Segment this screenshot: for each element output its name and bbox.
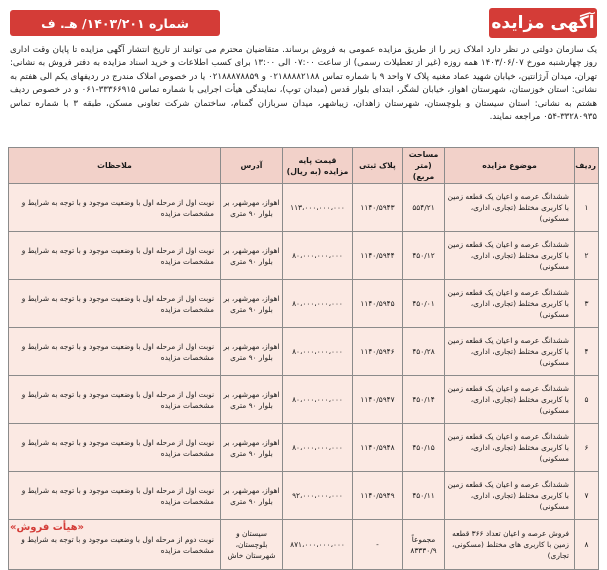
header-price: قیمت پایه مزایده (به ریال)	[283, 148, 353, 184]
cell-row-number: ۱	[575, 184, 599, 232]
table-row	[9, 424, 599, 472]
table-header-row	[9, 148, 599, 184]
cell-price: ۸۰،۰۰۰،۰۰۰،۰۰۰	[283, 328, 353, 376]
notice-title: آگهی مزایده	[489, 8, 597, 38]
auction-table	[8, 147, 599, 570]
cell-row-number: ۲	[575, 232, 599, 280]
cell-plate: ۱۱۴۰/۵۹۴۴	[353, 232, 403, 280]
cell-row-number: ۸	[575, 520, 599, 570]
cell-area: ۴۵۰/۱۵	[403, 424, 445, 472]
cell-price: ۸۰،۰۰۰،۰۰۰،۰۰۰	[283, 280, 353, 328]
cell-price: ۸۰،۰۰۰،۰۰۰،۰۰۰	[283, 376, 353, 424]
cell-price: ۹۲،۰۰۰،۰۰۰،۰۰۰	[283, 472, 353, 520]
cell-address: اهواز، مهرشهر، بر بلوار ۹۰ متری	[221, 184, 283, 232]
cell-row-number: ۳	[575, 280, 599, 328]
cell-plate: ۱۱۴۰/۵۹۴۵	[353, 280, 403, 328]
cell-plate: ۱۱۴۰/۵۹۴۹	[353, 472, 403, 520]
table-row	[9, 376, 599, 424]
cell-notes: نوبت دوم از مرحله اول با وضعیت موجود و با توجه به شرایط و مشخصات مزایده	[9, 520, 221, 570]
table-row	[9, 472, 599, 520]
sales-board-signature: «هیأت فروش»	[10, 522, 85, 533]
header-subject: موضوع مزایده	[445, 148, 575, 184]
cell-area: ۵۵۴/۲۱	[403, 184, 445, 232]
table-row	[9, 232, 599, 280]
cell-price: ۱۱۳،۰۰۰،۰۰۰،۰۰۰	[283, 184, 353, 232]
cell-notes: نوبت اول از مرحله اول با وضعیت موجود و با توجه به شرایط و مشخصات مزایده	[9, 424, 221, 472]
header-row-number: ردیف	[575, 148, 599, 184]
cell-price: ۸۰،۰۰۰،۰۰۰،۰۰۰	[283, 232, 353, 280]
cell-subject: ششدانگ عرصه و اعیان یک قطعه زمین با کاربری مختلط (تجاری، اداری، مسکونی)	[445, 472, 575, 520]
cell-subject: ششدانگ عرصه و اعیان یک قطعه زمین با کاربری مختلط (تجاری، اداری، مسکونی)	[445, 184, 575, 232]
table-row	[9, 184, 599, 232]
header-area: مساحت (متر مربع)	[403, 148, 445, 184]
header-notes: ملاحظات	[9, 148, 221, 184]
cell-price: ۸۷۱،۰۰۰،۰۰۰،۰۰۰	[283, 520, 353, 570]
cell-area: مجموعاً ۸۳۳۳۰/۹	[403, 520, 445, 570]
cell-subject: ششدانگ عرصه و اعیان یک قطعه زمین با کاربری مختلط (تجاری، اداری، مسکونی)	[445, 424, 575, 472]
cell-plate: ۱۱۴۰/۵۹۴۳	[353, 184, 403, 232]
header-plate: پلاک ثبتی	[353, 148, 403, 184]
cell-address: اهواز، مهرشهر، بر بلوار ۹۰ متری	[221, 280, 283, 328]
notice-number: شماره ۱۴۰۳/۲۰۱/ هـ. ف	[10, 10, 220, 36]
cell-row-number: ۴	[575, 328, 599, 376]
cell-address: اهواز، مهرشهر، بر بلوار ۹۰ متری	[221, 232, 283, 280]
cell-row-number: ۵	[575, 376, 599, 424]
cell-area: ۴۵۰/۱۱	[403, 472, 445, 520]
table-row	[9, 280, 599, 328]
cell-area: ۴۵۰/۱۴	[403, 376, 445, 424]
cell-subject: ششدانگ عرصه و اعیان یک قطعه زمین با کاربری مختلط (تجاری، اداری، مسکونی)	[445, 328, 575, 376]
cell-address: سیستان و بلوچستان، شهرستان خاش	[221, 520, 283, 570]
cell-subject: ششدانگ عرصه و اعیان یک قطعه زمین با کاربری مختلط (تجاری، اداری، مسکونی)	[445, 280, 575, 328]
cell-plate: ۱۱۴۰/۵۹۴۶	[353, 328, 403, 376]
cell-notes: نوبت اول از مرحله اول با وضعیت موجود و با توجه به شرایط و مشخصات مزایده	[9, 376, 221, 424]
cell-plate: ۱۱۴۰/۵۹۴۸	[353, 424, 403, 472]
cell-notes: نوبت اول از مرحله اول با وضعیت موجود و با توجه به شرایط و مشخصات مزایده	[9, 328, 221, 376]
cell-price: ۸۰،۰۰۰،۰۰۰،۰۰۰	[283, 424, 353, 472]
cell-notes: نوبت اول از مرحله اول با وضعیت موجود و با توجه به شرایط و مشخصات مزایده	[9, 232, 221, 280]
cell-area: ۴۵۰/۱۲	[403, 232, 445, 280]
cell-address: اهواز، مهرشهر، بر بلوار ۹۰ متری	[221, 376, 283, 424]
cell-plate: -	[353, 520, 403, 570]
cell-notes: نوبت اول از مرحله اول با وضعیت موجود و با توجه به شرایط و مشخصات مزایده	[9, 280, 221, 328]
table-row	[9, 328, 599, 376]
cell-plate: ۱۱۴۰/۵۹۴۷	[353, 376, 403, 424]
cell-address: اهواز، مهرشهر، بر بلوار ۹۰ متری	[221, 424, 283, 472]
header-address: آدرس	[221, 148, 283, 184]
cell-row-number: ۷	[575, 472, 599, 520]
cell-notes: نوبت اول از مرحله اول با وضعیت موجود و با توجه به شرایط و مشخصات مزایده	[9, 184, 221, 232]
notice-intro: یک سازمان دولتی در نظر دارد املاک زیر را از طریق مزایده عمومی به فروش برساند. متقاضیان محترم می توانند از تاریخ انتشار آگهی مزایده تا پایان وقت اداری روز چهارشنبه مورخ ۱۴۰۳/۰۶/۰۷ همه روزه (غیر از تعطیلات رسمی) از ساعت ۰۷:۰۰ الی ۱۳:۰۰ برای کسب اطلاعات و خرید اسناد مزایده به دفتر فروش به نشانی: تهران، میدان آرژانتین، خیابان شهید عماد مغنیه پلاک ۷ واحد ۹ با شماره تماس ۰۲۱۸۸۸۸۲۱۸۸ و ۰۲۱۸۸۸۷۸۸۵۹ یا در خصوص املاک مندرج در ردیفهای یکم الی هفتم به نشانی: استان خوزستان، شهرستان اهواز، خیابان لشگر، ابتدای بلوار قدس (میدان توپ)، نمایندگی هیأت اجرایی با شماره تماس ۳۳۳۶۶۹۱۵-۰۶۱ و در خصوص ردیف هشتم به نشانی: استان سیستان و بلوچستان، شهرستان زاهدان، زیباشهر، میدان سربازان گمنام، ساختمان شرکت تعاونی مسکن، طبقه ۳ با شماره تماس ۳۳۲۸۰۹۳۵-۰۵۴ مراجعه نمایند.	[10, 45, 598, 123]
cell-subject: ششدانگ عرصه و اعیان یک قطعه زمین با کاربری مختلط (تجاری، اداری، مسکونی)	[445, 232, 575, 280]
cell-address: اهواز، مهرشهر، بر بلوار ۹۰ متری	[221, 472, 283, 520]
cell-address: اهواز، مهرشهر، بر بلوار ۹۰ متری	[221, 328, 283, 376]
table-row	[9, 520, 599, 570]
cell-subject: فروش عرصه و اعیان تعداد ۳۶۶ قطعه زمین با کاربری های مختلط (مسکونی، تجاری)	[445, 520, 575, 570]
cell-subject: ششدانگ عرصه و اعیان یک قطعه زمین با کاربری مختلط (تجاری، اداری، مسکونی)	[445, 376, 575, 424]
cell-area: ۴۵۰/۰۱	[403, 280, 445, 328]
cell-notes: نوبت اول از مرحله اول با وضعیت موجود و با توجه به شرایط و مشخصات مزایده	[9, 472, 221, 520]
cell-row-number: ۶	[575, 424, 599, 472]
cell-area: ۴۵۰/۲۸	[403, 328, 445, 376]
notice-header	[8, 6, 599, 40]
